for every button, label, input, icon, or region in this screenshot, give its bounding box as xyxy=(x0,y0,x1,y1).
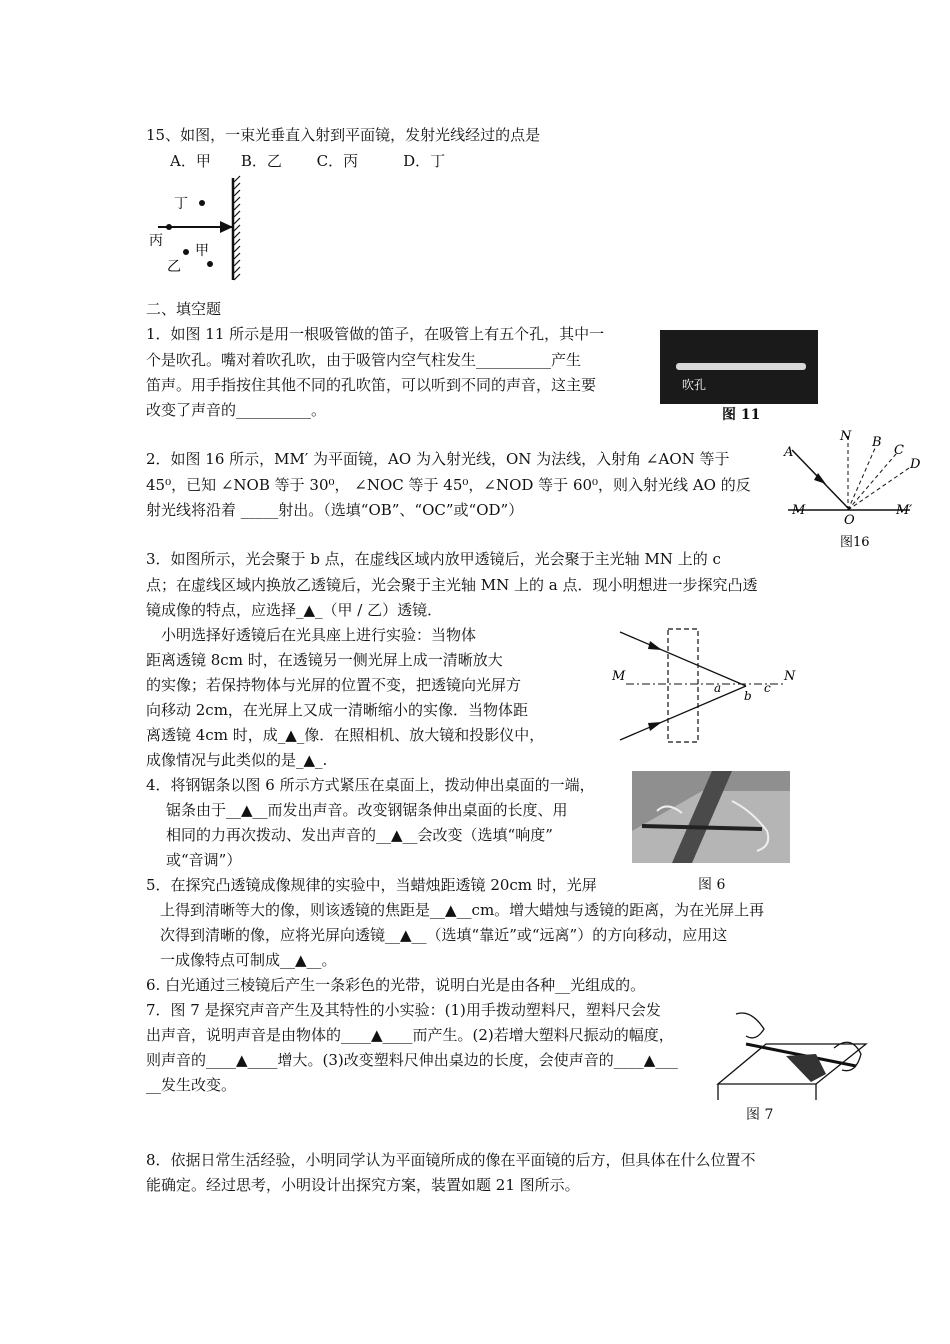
q3-line-5: 距离透镜 8cm 时，在透镜另一侧光屏上成一清晰放大 xyxy=(146,651,503,669)
label-M: M xyxy=(792,503,806,518)
q15-stem: 15、如图，一束光垂直入射到平面镜，发射光线经过的点是 xyxy=(146,126,541,144)
blow-hole-label: 吹孔 xyxy=(682,378,707,392)
q15-options: A．甲 B．乙 C．丙 D．丁 xyxy=(170,152,446,170)
q2-line-2: 45⁰，已知 ∠NOB 等于 30⁰， ∠NOC 等于 45⁰，∠NOD 等于 60⁰，则入射光线 AO 的反 xyxy=(146,476,751,494)
label-B: B xyxy=(872,435,882,450)
q3-line-1: 3．如图所示，光会聚于 b 点，在虚线区域内放甲透镜后，光会聚于主光轴 MN 上的 c xyxy=(146,550,721,568)
q3-line-8: 离透镜 4cm 时，成_▲_像．在照相机、放大镜和投影仪中， xyxy=(146,726,545,744)
q8-line-1: 8．依据日常生活经验，小明同学认为平面镜所成的像在平面镜的后方，但具体在什么位置不 xyxy=(146,1151,756,1169)
label-a: a xyxy=(714,681,722,695)
q7-line-3: 则声音的____▲____增大。(3)改变塑料尺伸出桌边的长度，会使声音的____▲___ xyxy=(146,1051,678,1069)
q7-line-2: 出声音，说明声音是由物体的____▲____而产生。(2)若增大塑料尺振动的幅度， xyxy=(146,1026,674,1044)
saw-blade-photo xyxy=(632,771,790,863)
q7-line-1: 7．图 7 是探究声音产生及其特性的小实验：(1)用手拨动塑料尺，塑料尺会发 xyxy=(146,1001,661,1019)
label-A: A xyxy=(784,445,794,460)
label-M-prime: M′ xyxy=(896,503,913,518)
q3-line-6: 的实像；若保持物体与光屏的位置不变，把透镜向光屏方 xyxy=(146,676,522,694)
label-D: D xyxy=(910,457,921,472)
q8-line-2: 能确定。经过思考，小明设计出探究方案，装置如题 21 图所示。 xyxy=(146,1176,580,1194)
label-yi: 乙 xyxy=(167,259,181,275)
q2-line-1: 2．如图 16 所示，MM′ 为平面镜，AO 为入射光线，ON 为法线，入射角 ∠AON 等于 xyxy=(146,450,730,468)
label-bing: 丙 xyxy=(149,233,163,249)
q4-line-2: 锯条由于__▲__而发出声音。改变钢锯条伸出桌面的长度、用 xyxy=(166,801,568,819)
fig16-caption: 图16 xyxy=(840,535,870,550)
fig11-caption: 图 11 xyxy=(722,407,761,423)
q1-line-4: 改变了声音的__________。 xyxy=(146,401,327,419)
label-N: N xyxy=(840,429,852,444)
q1-line-2: 个是吹孔。嘴对着吹孔吹，由于吸管内空气柱发生__________产生 xyxy=(146,351,582,369)
label-N: N xyxy=(784,669,796,684)
q3-line-4: 小明选择好透镜后在光具座上进行实验：当物体 xyxy=(146,626,477,644)
ruler-experiment-drawing xyxy=(716,1004,868,1102)
straw-flute-photo xyxy=(660,330,818,404)
label-b: b xyxy=(744,689,752,703)
q15-mirror-figure xyxy=(140,172,260,287)
q2-line-3: 射光线将沿着 _____射出。（选填“OB”、“OC”或“OD”） xyxy=(146,501,524,519)
label-O: O xyxy=(844,513,855,528)
q5-line-3: 次得到清晰的像，应将光屏向透镜__▲__（选填“靠近”或“远离”）的方向移动，应用这 xyxy=(160,926,728,944)
label-M: M xyxy=(612,669,626,684)
q1-line-1: 1．如图 11 所示是用一根吸管做的笛子，在吸管上有五个孔，其中一 xyxy=(146,325,605,343)
q6-line: 6. 白光通过三棱镜后产生一条彩色的光带，说明白光是由各种__光组成的。 xyxy=(146,976,646,994)
section-title: 二、填空题 xyxy=(146,300,222,318)
q7-line-4: __发生改变。 xyxy=(146,1076,237,1094)
q5-line-4: 一成像特点可制成__▲__。 xyxy=(160,951,337,969)
q4-line-1: 4．将钢锯条以图 6 所示方式紧压在桌面上，拨动伸出桌面的一端， xyxy=(146,776,595,794)
q4-line-4: 或“音调”） xyxy=(166,851,242,869)
q1-line-3: 笛声。用手指按住其他不同的孔吹笛，可以听到不同的声音，这主要 xyxy=(146,376,597,394)
q5-line-1: 5．在探究凸透镜成像规律的实验中，当蜡烛距透镜 20cm 时，光屏 xyxy=(146,876,597,894)
q3-line-7: 向移动 2cm，在光屏上又成一清晰缩小的实像．当物体距 xyxy=(146,701,528,719)
label-c: c xyxy=(764,681,771,695)
label-C: C xyxy=(894,443,904,458)
fig6-caption: 图 6 xyxy=(698,877,726,893)
q3-line-3: 镜成像的特点，应选择_▲_（甲 / 乙）透镜． xyxy=(146,601,443,619)
fig7-caption: 图 7 xyxy=(746,1107,774,1123)
fig16-reflection-diagram xyxy=(780,424,930,554)
q3-line-9: 成像情况与此类似的是_▲_. xyxy=(146,751,328,769)
q3-line-2: 点；在虚线区域内换放乙透镜后，光会聚于主光轴 MN 上的 a 点．现小明想进一步探究凸透 xyxy=(146,576,758,594)
q5-line-2: 上得到清晰等大的像，则该透镜的焦距是__▲__cm。增大蜡烛与透镜的距离，为在光屏上再 xyxy=(160,901,765,919)
q3-lens-diagram xyxy=(606,624,806,748)
label-jia: 甲 xyxy=(195,243,209,259)
label-ding: 丁 xyxy=(174,196,188,212)
q4-line-3: 相同的力再次拨动、发出声音的__▲__会改变（选填“响度” xyxy=(166,826,553,844)
